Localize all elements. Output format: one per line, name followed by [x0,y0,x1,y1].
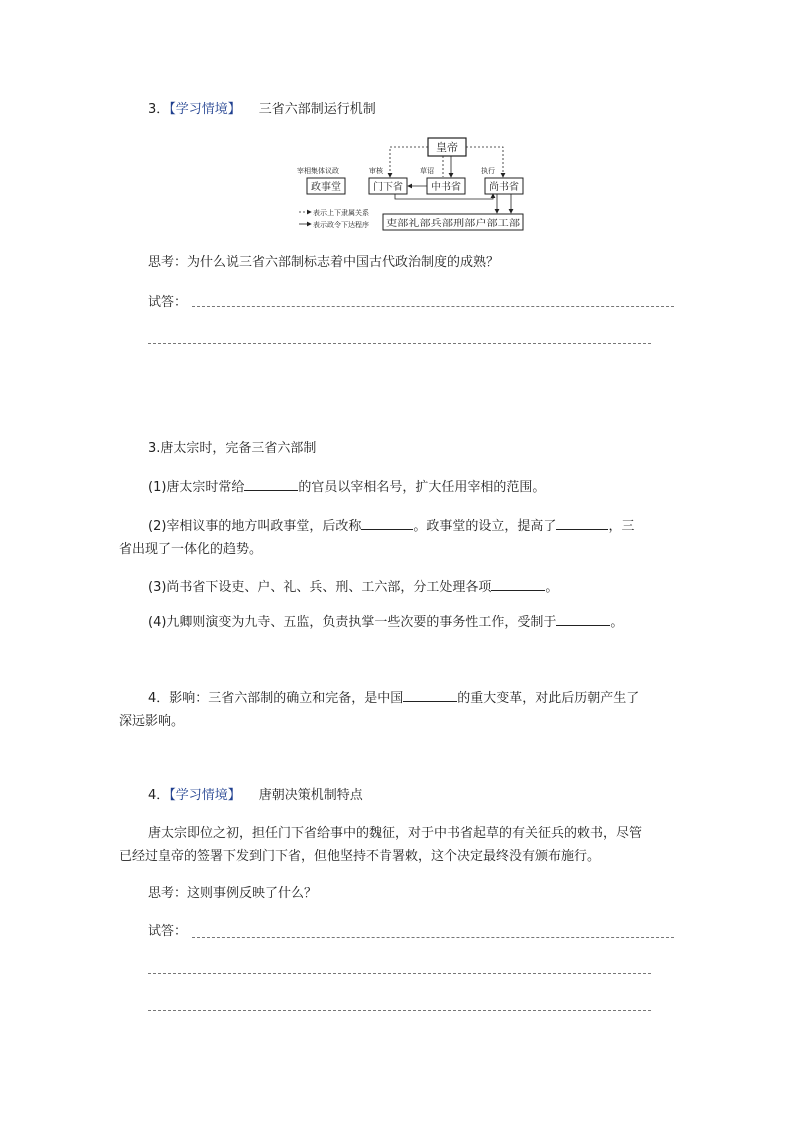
section4-heading [148,787,363,805]
shangshu-note: 执行 [481,167,495,175]
section4-answer-line-1[interactable] [192,937,674,938]
shangshu-label: 尚书省 [489,182,519,193]
section3-title: 三省六部制运行机制 [258,102,376,117]
arrow-menxia-shangshu [395,194,493,199]
emperor-label: 皇帝 [436,141,458,154]
section4-answer-label: 试答： [148,924,188,939]
blank-2[interactable] [361,517,413,530]
legend-subordinate: 表示上下隶属关系 [313,209,369,217]
blank-1[interactable] [244,478,298,491]
section3-number: 3． [148,102,170,117]
section3-tag: 【学习情境】 [169,102,241,117]
section3-answer-label: 试答： [148,295,188,310]
influence-line-2: 深远影响。 [119,714,185,729]
section3-question: 思考：为什么说三省六部制标志着中国古代政治制度的成熟？ [148,255,500,270]
section4-answer-line-2[interactable] [148,973,651,974]
taizong-item-4: (4)九卿则演变为九寺、五监，负责执掌一些次要的事务性工作，受制于 。 [148,615,624,630]
section4-answer-line-3[interactable] [148,1010,651,1011]
zhongshu-note: 草诏 [420,167,434,175]
section3-heading [148,101,376,119]
liubu-label: 吏部礼部兵部刑部户部工部 [386,219,495,229]
section4-paragraph-line-1: 唐太宗即位之初，担任门下省给事中的魏征，对于中书省起草的有关征兵的敕书，尽管 [148,826,643,841]
blank-3[interactable] [556,517,608,530]
three-departments-diagram [295,135,535,235]
section4-tag: 【学习情境】 [169,788,241,803]
taizong-item-1: (1)唐太宗时常给 的官员以宰相名号，扩大任用宰相的范围。 [148,480,546,495]
legend-procedure: 表示政令下达程序 [313,221,369,229]
section4-question: 思考：这则事例反映了什么？ [148,886,318,901]
zhengshitang-label: 政事堂 [311,182,341,193]
menxia-note: 审核 [369,167,383,175]
section4-title: 唐朝决策机制特点 [258,788,363,803]
zhengshitang-note: 宰相集体议政 [297,167,339,175]
blank-4[interactable] [491,578,545,591]
taizong-item-2-cont: 省出现了一体化的趋势。 [119,542,263,557]
section4-number: 4． [148,788,170,803]
taizong-item-2: (2)宰相议事的地方叫政事堂，后改称 。政事堂的设立，提高了 ，三 [148,519,635,534]
blank-6[interactable] [403,689,457,702]
blank-5[interactable] [556,613,610,626]
section3-answer-line-1[interactable] [192,306,674,307]
section4-paragraph-line-2: 已经过皇帝的签署下发到门下省，但他坚持不肯署敕，这个决定最终没有颁布施行。 [119,849,601,864]
influence-line-1: 4．影响：三省六部制的确立和完备，是中国 的重大变革，对此后历朝产生了 [148,691,640,706]
taizong-heading: 3.唐太宗时，完备三省六部制 [148,441,317,456]
menxia-label: 门下省 [373,182,403,193]
zhongshu-label: 中书省 [431,182,461,193]
section3-answer-line-2[interactable] [148,343,651,344]
taizong-item-3: (3)尚书省下设吏、户、礼、兵、刑、工六部，分工处理各项 。 [148,580,559,595]
